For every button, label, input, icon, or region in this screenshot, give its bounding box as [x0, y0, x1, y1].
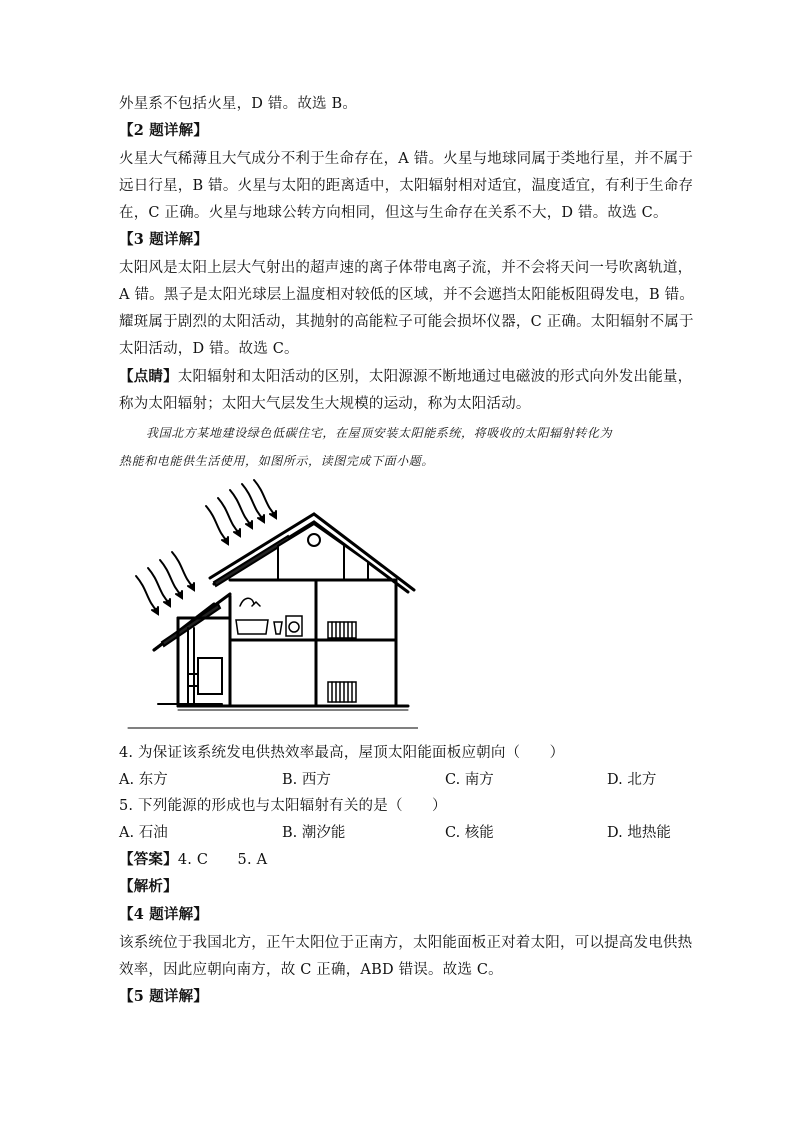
solar-house-figure — [118, 478, 418, 736]
tip-label: 【点睛】 — [119, 368, 178, 385]
paragraph-line: 外星系不包括火星，D 错。故选 B。 — [119, 96, 358, 112]
section-heading: 【3 题详解】 — [119, 231, 209, 248]
section-heading: 【2 题详解】 — [119, 122, 209, 139]
answer-line — [119, 850, 267, 870]
bathtub-icon — [236, 598, 282, 634]
q4-option-b: B. 西方 — [282, 772, 331, 788]
answer-label: 【答案】 — [119, 851, 178, 868]
washer-icon — [286, 616, 302, 636]
tip-line — [119, 367, 692, 387]
answer-text: 4. C 5. A — [177, 852, 268, 868]
question-4: 4. 为保证该系统发电供热效率最高，屋顶太阳能面板应朝向（ ） — [119, 745, 565, 761]
analysis-heading: 【解析】 — [119, 878, 178, 895]
radiator-icon — [328, 622, 356, 702]
paragraph-line: 在，C 正确。火星与地球公转方向相同，但这与生命存在关系不大，D 错。故选 C。 — [119, 205, 668, 221]
q4-option-a: A. 东方 — [119, 772, 168, 788]
paragraph-line: 远日行星，B 错。火星与太阳的距离适中，太阳辐射相对适宜，温度适宜，有利于生命存 — [119, 178, 694, 194]
section-heading: 【5 题详解】 — [119, 988, 209, 1005]
section-heading: 【4 题详解】 — [119, 906, 209, 923]
q4-option-c: C. 南方 — [445, 772, 494, 788]
paragraph-line: 耀斑属于剧烈的太阳活动，其抛射的高能粒子可能会损坏仪器，C 正确。太阳辐射不属于 — [119, 314, 694, 330]
sun-rays-icon — [136, 480, 276, 614]
q5-option-b: B. 潮汐能 — [282, 825, 346, 841]
question-5: 5. 下列能源的形成也与太阳辐射有关的是（ ） — [119, 798, 447, 814]
paragraph-line: 火星大气稀薄且大气成分不利于生命存在，A 错。火星与地球同属于类地行星，并不属于 — [119, 151, 694, 167]
paragraph-line: 太阳风是太阳上层大气射出的超声速的离子体带电离子流，并不会将天问一号吹离轨道， — [119, 260, 693, 276]
paragraph-line: 该系统位于我国北方，正午太阳位于正南方，太阳能面板正对着太阳，可以提高发电供热 — [119, 935, 693, 951]
q5-option-d: D. 地热能 — [607, 825, 671, 841]
question-intro: 热能和电能供生活使用，如图所示，读图完成下面小题。 — [119, 454, 435, 468]
paragraph-line: A 错。黑子是太阳光球层上温度相对较低的区域，并不会遮挡太阳能板阻碍发电，B 错。 — [119, 287, 695, 303]
attic — [278, 524, 368, 580]
house-walls — [178, 580, 408, 706]
question-intro: 我国北方某地建设绿色低碳住宅，在屋顶安装太阳能系统，将吸收的太阳辐射转化为 — [146, 426, 613, 440]
tip-text: 太阳辐射和太阳活动的区别，太阳源源不断地通过电磁波的形式向外发出能量， — [177, 369, 693, 385]
paragraph-line: 太阳活动，D 错。故选 C。 — [119, 341, 299, 357]
q4-option-d: D. 北方 — [607, 772, 657, 788]
paragraph-line: 效率，因此应朝向南方，故 C 正确，ABD 错误。故选 C。 — [119, 962, 503, 978]
q5-option-a: A. 石油 — [119, 825, 168, 841]
paragraph-line: 称为太阳辐射；太阳大气层发生大规模的运动，称为太阳活动。 — [119, 396, 531, 412]
q5-option-c: C. 核能 — [445, 825, 494, 841]
